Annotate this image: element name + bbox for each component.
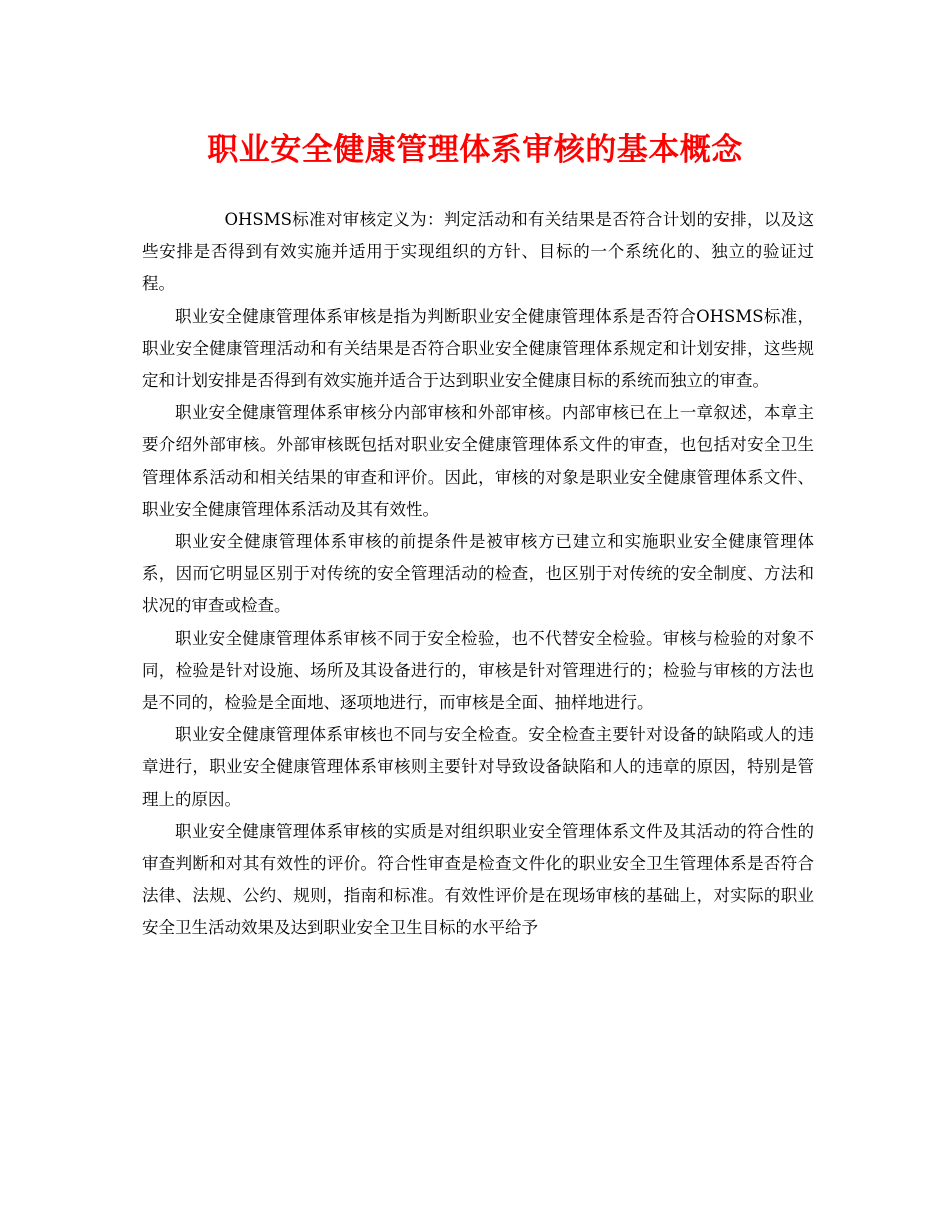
document-title: 职业安全健康管理体系审核的基本概念 xyxy=(207,132,743,168)
paragraph-4: 职业安全健康管理体系审核的前提条件是被审核方已建立和实施职业安全健康管理体系，因而它明显区别于对传统的安全管理活动的检查，也区别于对传统的安全制度、方法和状况的审查或检查。 xyxy=(142,532,814,616)
document-body xyxy=(142,204,814,945)
paragraph-1: OHSMS标准对审核定义为：判定活动和有关结果是否符合计划的安排，以及这些安排是否得到有效实施并适用于实现组织的方针、目标的一个系统化的、独立的验证过程。 xyxy=(142,210,814,294)
paragraph-7: 职业安全健康管理体系审核的实质是对组织职业安全管理体系文件及其活动的符合性的审查判断和对其有效性的评价。符合性审查是检查文件化的职业安全卫生管理体系是否符合法律、法规、公约、规则，指南和标准。有效性评价是在现场审核的基础上，对实际的职业安全卫生活动效果及达到职业安全卫生目标的水平给予 xyxy=(142,821,814,938)
paragraph-2: 职业安全健康管理体系审核是指为判断职业安全健康管理体系是否符合OHSMS标准，职业安全健康管理活动和有关结果是否符合职业安全健康管理体系规定和计划安排，这些规定和计划安排是否得到有效实施并适合于达到职业安全健康目标的系统而独立的审查。 xyxy=(142,306,814,391)
paragraph-5: 职业安全健康管理体系审核不同于安全检验，也不代替安全检验。审核与检验的对象不同，检验是针对设施、场所及其设备进行的，审核是针对管理进行的；检验与审核的方法也是不同的，检验是全面地、逐项地进行，而审核是全面、抽样地进行。 xyxy=(142,628,814,713)
paragraph-3: 职业安全健康管理体系审核分内部审核和外部审核。内部审核已在上一章叙述，本章主要介绍外部审核。外部审核既包括对职业安全健康管理体系文件的审查，也包括对安全卫生管理体系活动和相关结果的审查和评价。因此，审核的对象是职业安全健康管理体系文件、职业安全健康管理体系活动及其有效性。 xyxy=(142,403,814,519)
paragraph-6: 职业安全健康管理体系审核也不同与安全检查。安全检查主要针对设备的缺陷或人的违章进行，职业安全健康管理体系审核则主要针对导致设备缺陷和人的违章的原因，特别是管理上的原因。 xyxy=(142,725,814,809)
